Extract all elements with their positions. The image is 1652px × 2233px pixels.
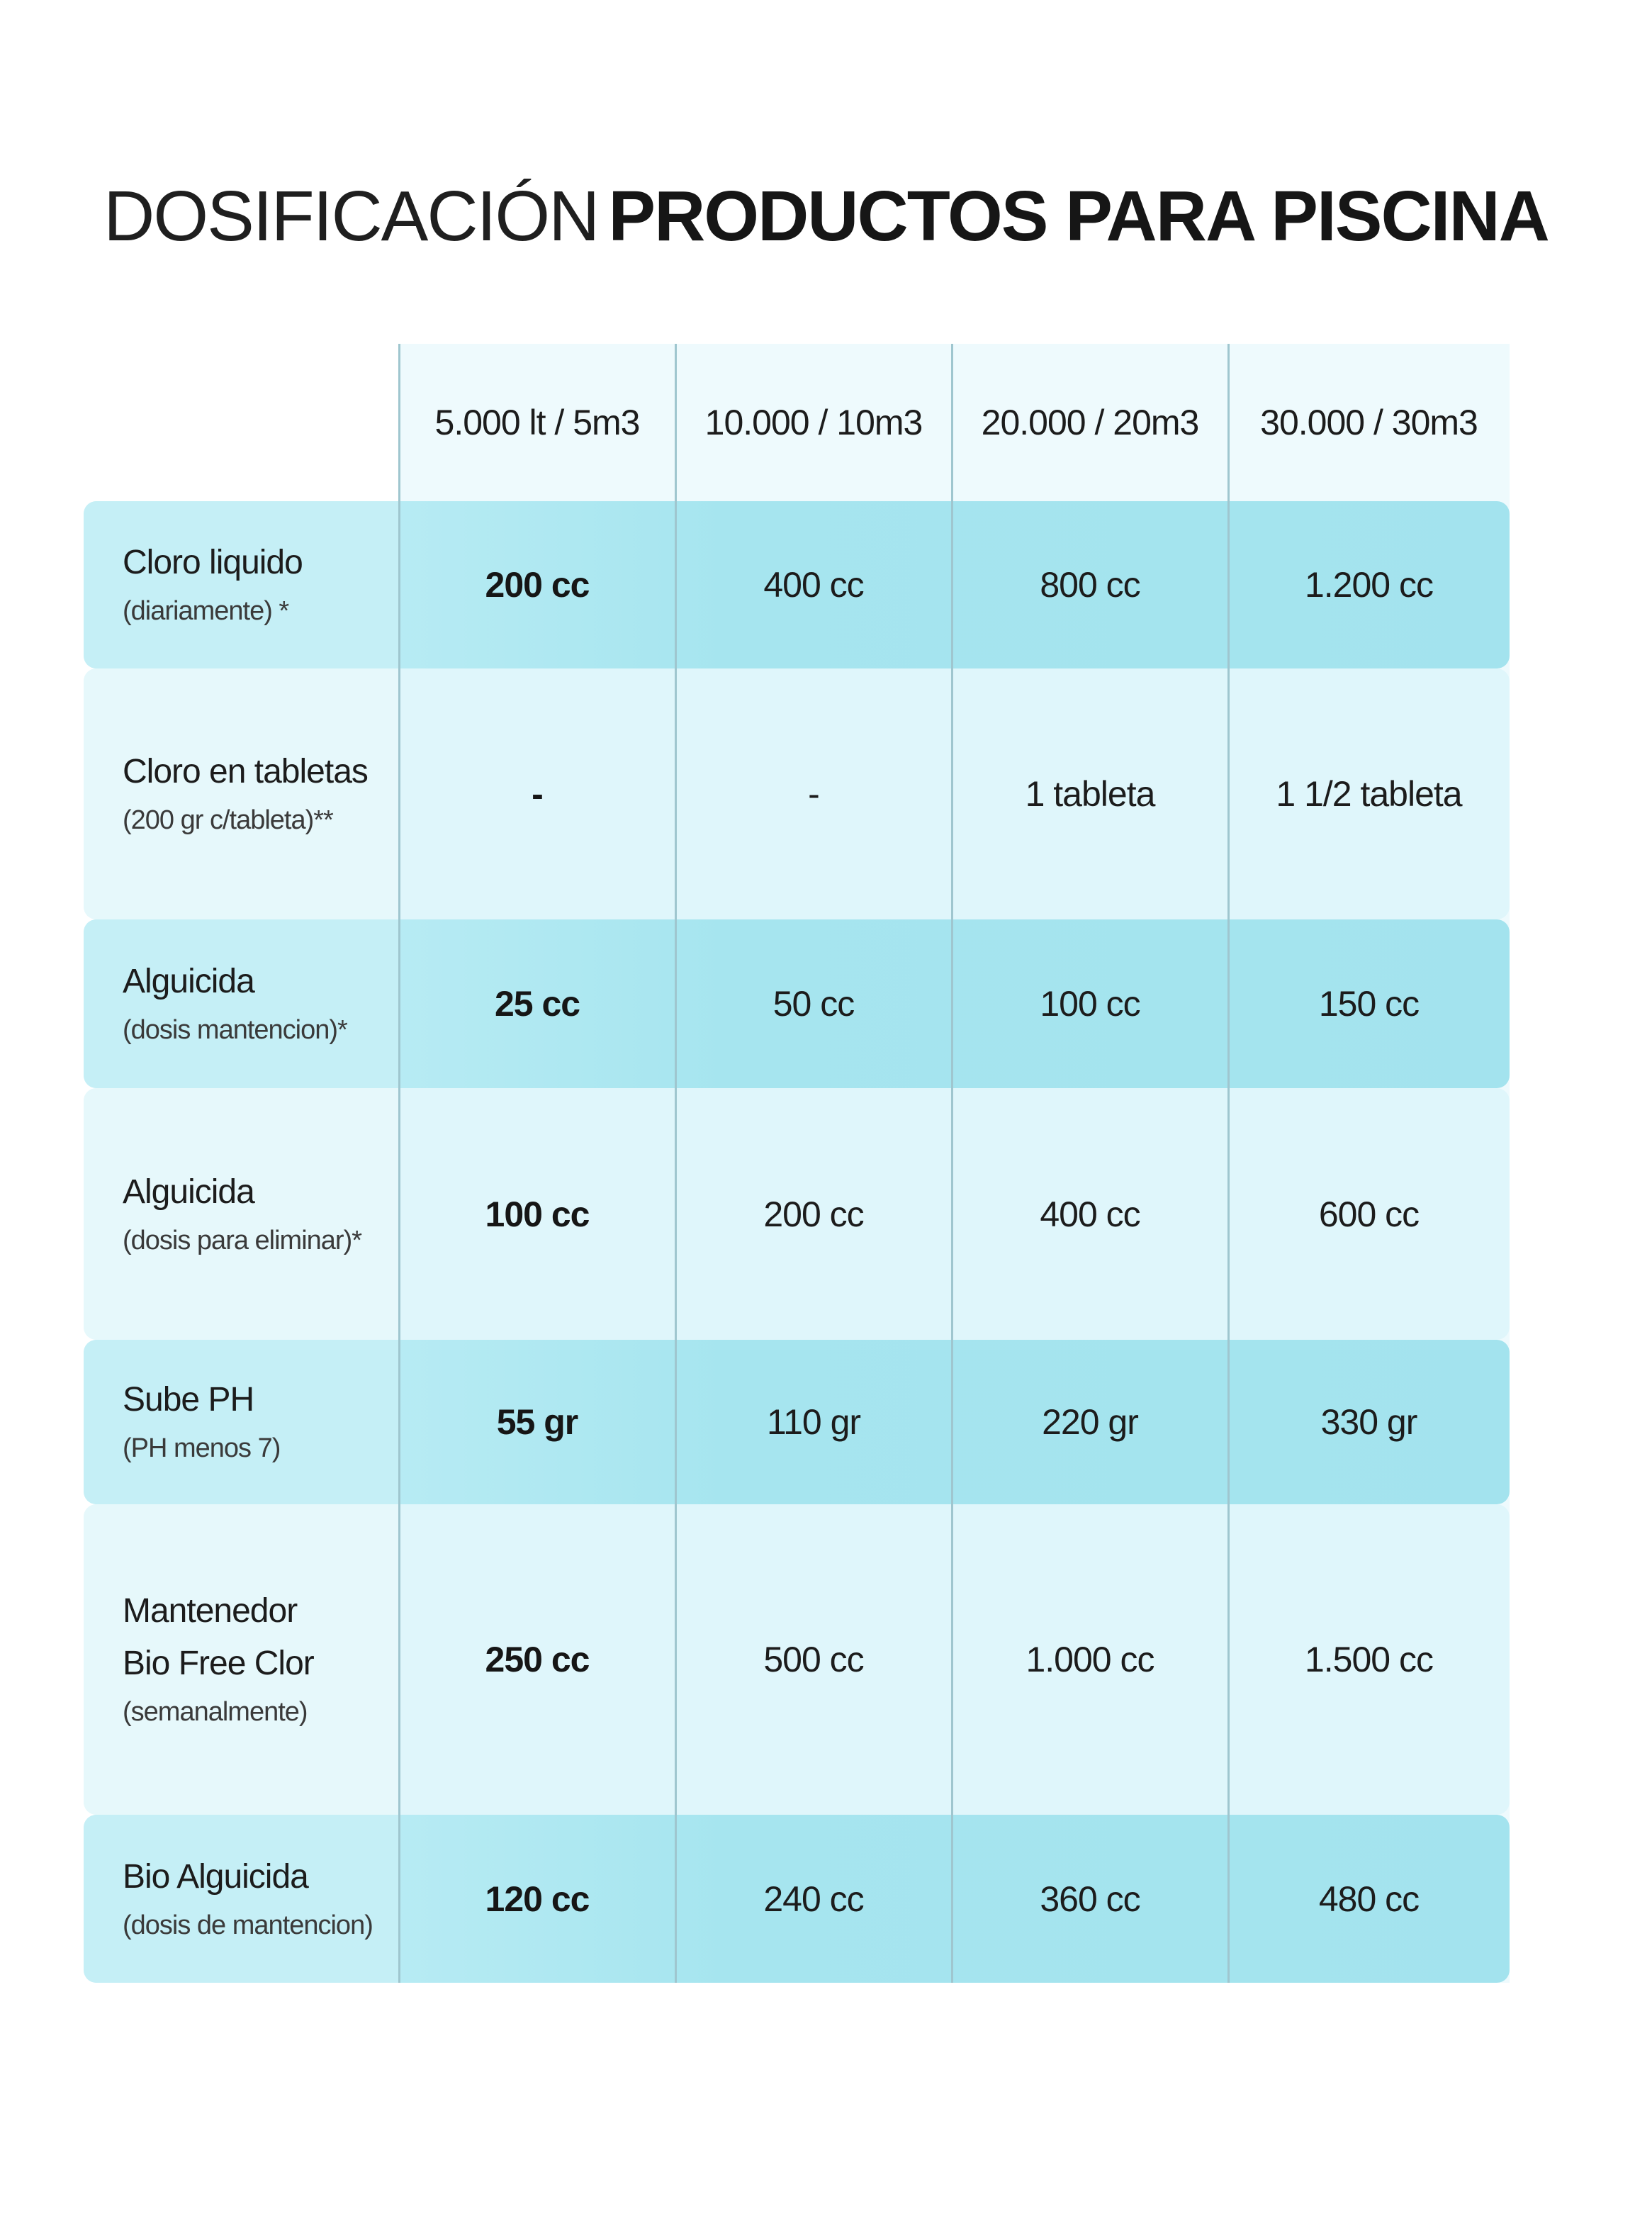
column-divider (675, 344, 677, 1983)
dose-cell: 100 cc (485, 1194, 590, 1234)
product-name: Cloro en tabletas (123, 753, 368, 790)
column-header: 5.000 lt / 5m3 (434, 403, 640, 442)
row-label (123, 1504, 392, 1815)
product-note: (dosis para eliminar)* (123, 1225, 362, 1255)
dose-cell: 220 gr (1042, 1402, 1138, 1442)
column-header: 30.000 / 30m3 (1260, 403, 1478, 442)
product-name: Sube PH (123, 1381, 254, 1418)
column-divider (398, 344, 400, 1983)
product-note: (dosis mantencion)* (123, 1015, 347, 1045)
row-label (123, 1815, 392, 1983)
dose-cell: 1 tableta (1025, 774, 1155, 814)
dosage-table (84, 344, 1510, 1983)
title-light: DOSIFICACIÓN (103, 177, 599, 256)
dose-cell: - (532, 774, 543, 814)
dose-cell: 1.500 cc (1304, 1640, 1433, 1679)
dose-cell: 50 cc (772, 984, 855, 1024)
product-note: (dosis de mantencion) (123, 1910, 373, 1940)
product-name: Alguicida (123, 1173, 254, 1211)
table-row (84, 1088, 1510, 1340)
dose-cell: 240 cc (763, 1879, 864, 1919)
product-note: (diariamente) * (123, 596, 289, 626)
dose-cell: 1 1/2 tableta (1276, 774, 1462, 814)
dose-cell: 400 cc (763, 565, 864, 605)
dose-cell: 200 cc (763, 1194, 864, 1234)
table-row (84, 919, 1510, 1088)
dose-cell: 200 cc (485, 565, 590, 605)
dose-cell: 250 cc (485, 1640, 590, 1679)
dose-cell: 100 cc (1040, 984, 1140, 1024)
table-row (84, 1340, 1510, 1504)
table-row (84, 668, 1510, 919)
dose-cell: 330 gr (1320, 1402, 1417, 1442)
product-note: (200 gr c/tableta)** (123, 805, 333, 835)
product-name: Alguicida (123, 963, 254, 1000)
table-row (84, 1504, 1510, 1815)
product-note: (PH menos 7) (123, 1433, 281, 1463)
column-header: 10.000 / 10m3 (704, 403, 923, 442)
dose-cell: 800 cc (1040, 565, 1140, 605)
dose-cell: 360 cc (1040, 1879, 1140, 1919)
dose-cell: 120 cc (485, 1879, 590, 1919)
dose-cell: 110 gr (766, 1402, 861, 1442)
product-name: Mantenedor (123, 1592, 298, 1630)
dose-cell: 480 cc (1318, 1879, 1420, 1919)
row-label (123, 919, 392, 1088)
dose-cell: 400 cc (1040, 1194, 1140, 1234)
dose-cell: 1.200 cc (1304, 565, 1433, 605)
product-name: Cloro liquido (123, 544, 303, 581)
dose-cell: 25 cc (494, 984, 580, 1024)
page-title (0, 170, 1652, 262)
row-label (123, 1340, 392, 1504)
column-divider (951, 344, 953, 1983)
dose-cell: 1.000 cc (1026, 1640, 1154, 1679)
column-divider (1227, 344, 1230, 1983)
dose-cell: 55 gr (496, 1402, 578, 1442)
product-note: (semanalmente) (123, 1697, 308, 1727)
column-header: 20.000 / 20m3 (981, 403, 1199, 442)
dose-cell: - (808, 774, 819, 814)
dose-cell: 150 cc (1318, 984, 1420, 1024)
row-label (123, 668, 392, 919)
row-label (123, 501, 392, 668)
product-name: Bio Free Clor (123, 1645, 314, 1682)
title-bold: PRODUCTOS PARA PISCINA (608, 177, 1549, 256)
dose-cell: 600 cc (1318, 1194, 1420, 1234)
row-label (123, 1088, 392, 1340)
table-row (84, 501, 1510, 668)
product-name: Bio Alguicida (123, 1857, 308, 1896)
dose-cell: 500 cc (763, 1640, 864, 1679)
table-row (84, 1815, 1510, 1983)
